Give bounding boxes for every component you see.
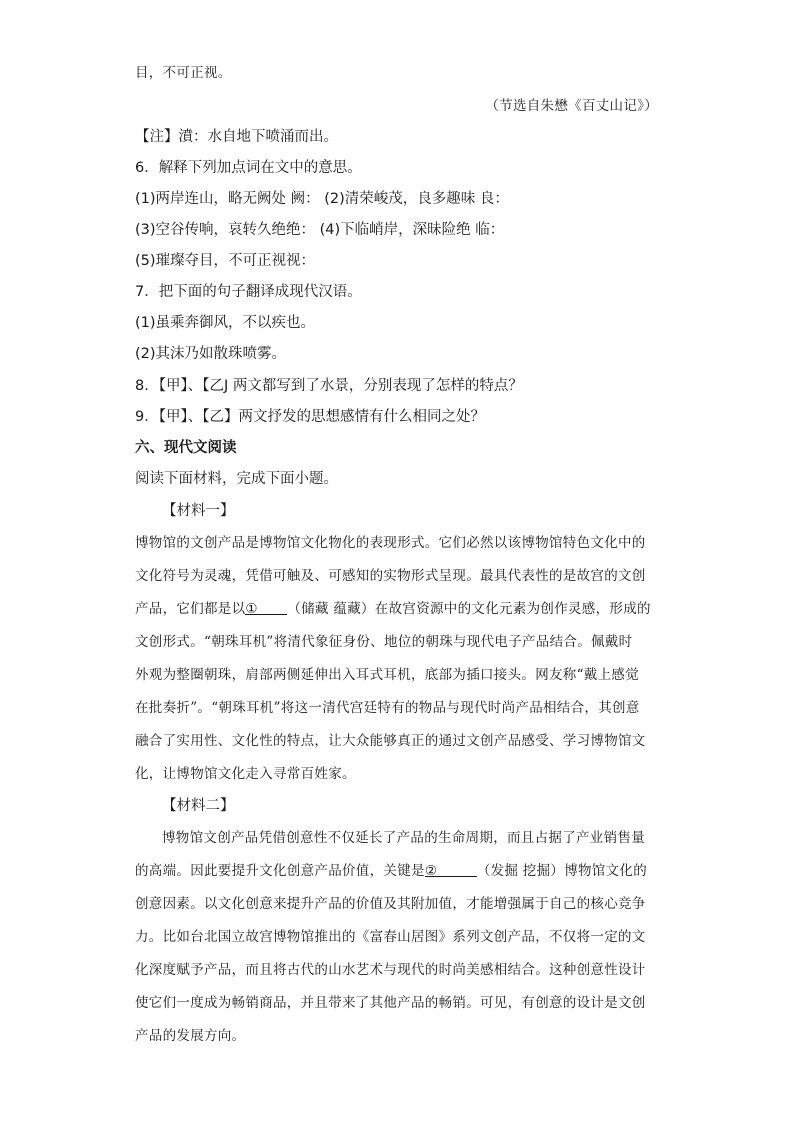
blank-number: ② xyxy=(424,863,438,879)
question-6-item: (1)两岸连山，略无阙处 阙： (2)清荣峻茂，良多趣味 良： xyxy=(135,191,509,207)
text-line: 文创形式。“朝珠耳机”将清代象征身份、地位的朝珠与现代电子产品结合。佩戴时 xyxy=(135,634,633,650)
question-7: 7．把下面的句子翻译成现代汉语。 xyxy=(135,284,362,300)
text-fragment: 的高端。因此要提升文化创意产品价值，关键是 xyxy=(135,863,425,879)
text-line: 融合了实用性、文化性的特点，让大众能够真正的通过文创产品感受、学习博物馆文 xyxy=(135,733,646,749)
text-line xyxy=(135,861,647,881)
question-6-item: (5)璀璨夺目，不可正视视： xyxy=(135,253,316,269)
text-line: 目，不可正视。 xyxy=(135,65,232,81)
material-two-heading: 【材料二】 xyxy=(162,798,235,814)
blank-1 xyxy=(245,599,287,615)
material-one-heading: 【材料一】 xyxy=(162,503,235,519)
text-line: 创意因素。以文化创意来提升产品的价值及其附加值，才能增强属于自己的核心竞争 xyxy=(135,896,646,912)
text-fragment: 产品，它们都是以 xyxy=(135,601,246,617)
text-line: 使它们一度成为畅销商品，并且带来了其他产品的畅销。可见，有创意的设计是文创 xyxy=(135,995,646,1011)
text-fragment: （发掘 挖掘）博物馆文化的 xyxy=(476,863,648,879)
text-line: 博物馆的文创产品是博物馆文化物化的表现形式。它们必然以该博物馆特色文化中的 xyxy=(135,535,646,551)
text-line: 文化符号为灵魂，凭借可触及、可感知的实物形式呈现。最具代表性的是故宫的文创 xyxy=(135,568,646,584)
question-9: 9．【甲】、【乙】两文抒发的思想感情有什么相同之处？ xyxy=(135,409,485,425)
text-line: 博物馆文创产品凭借创意性不仅延长了产品的生命周期，而且占据了产业销售量 xyxy=(162,830,645,846)
text-line: 在批奏折”。“朝珠耳机”将这一清代宫廷特有的物品与现代时尚产品相结合，其创意 xyxy=(135,700,640,716)
annotation-note: 【注】濆：水自地下喷涌而出。 xyxy=(135,129,338,145)
question-6: 6．解释下列加点词在文中的意思。 xyxy=(135,160,362,176)
text-line: 外观为整圈朝珠，肩部两侧延伸出入耳式耳机，底部为插口接头。网友称“戴上感觉 xyxy=(135,667,640,683)
text-fragment: （储藏 蕴藏）在故宫资源中的文化元素为创作灵感，形成的 xyxy=(287,601,651,617)
text-line: 化深度赋予产品，而且将古代的山水艺术与现代的时尚美感相结合。这种创意性设计 xyxy=(135,962,646,978)
question-7-item: (2)其沫乃如散珠喷雾。 xyxy=(135,346,287,362)
text-line: 力。比如台北国立故宫博物馆推出的《富春山居图》系列文创产品，不仅将一定的文 xyxy=(135,929,646,945)
blank-number: ① xyxy=(245,601,258,617)
question-8: 8．【甲】、【乙J 两文都写到了水景，分别表现了怎样的特点？ xyxy=(135,378,523,394)
instruction-text: 阅读下面材料，完成下面小题。 xyxy=(135,471,338,487)
section-heading: 六、现代文阅读 xyxy=(135,440,237,456)
text-line: 化，让博物馆文化走入寻常百姓家。 xyxy=(135,766,356,782)
question-7-item: (1)虽乘奔御风，不以疾也。 xyxy=(135,315,316,331)
text-line: 产品的发展方向。 xyxy=(135,1028,246,1044)
text-line xyxy=(135,599,651,619)
source-citation: （节选自朱懋《百丈山记》） xyxy=(485,98,658,114)
question-6-item: (3)空谷传响，哀转久绝绝： (4)下临峭岸，深昧险绝 临： xyxy=(135,222,505,238)
blank-2 xyxy=(425,861,477,877)
